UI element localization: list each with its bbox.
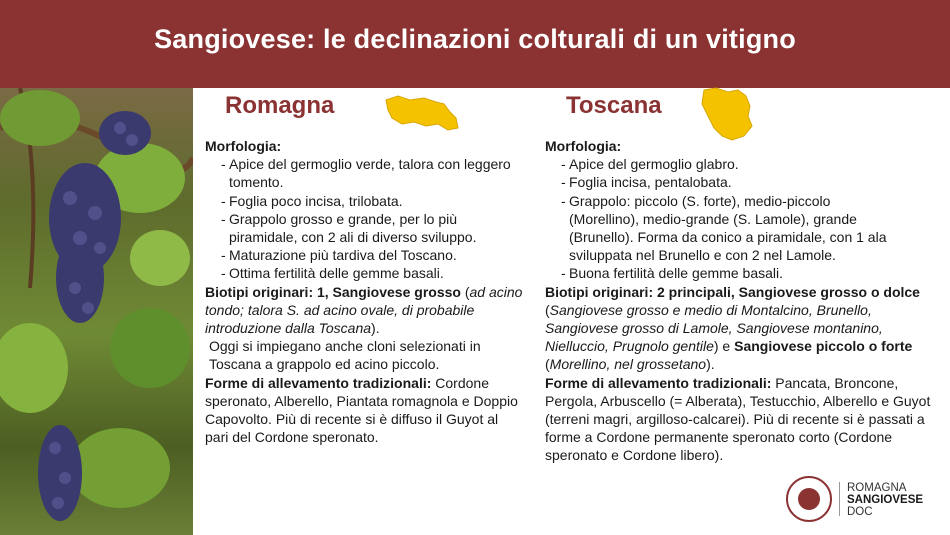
- paren: ).: [371, 320, 380, 337]
- list-item: - Grappolo: piccolo (S. forte), medio-piccolo (Morellino), medio-grande (S. Lamole), grande (Brunello). Forma da conico a piramidale, con 1 ala sviluppata nel Brunello e con 2 nel Lamole.: [545, 192, 933, 265]
- consorzio-seal-icon: [786, 476, 832, 522]
- romagna-forme-text: Cordone speronato, Alberello, Piantata romagnola e Doppio Capovolto. Più di recente si è diffuso il Guyot al pari del Cordone speronato.: [205, 374, 518, 446]
- emilia-romagna-map-icon: [384, 92, 460, 132]
- connector: ) e: [713, 338, 735, 355]
- list-item: - Maturazione più tardiva del Toscano.: [205, 246, 523, 264]
- toscana-biotipi-note-2: Morellino, nel grossetano: [549, 356, 707, 373]
- list-item: - Buona fertilità delle gemme basali.: [545, 264, 933, 282]
- grapes-photo: [0, 88, 193, 535]
- consorzio-logo: [786, 476, 938, 524]
- logo-line-3: DOC: [847, 506, 873, 518]
- toscana-forme-head: Forme di allevamento tradizionali:: [545, 374, 772, 391]
- romagna-cloni: Oggi si impiegano anche cloni selezionati in Toscana a grappolo ed acino piccolo.: [209, 338, 481, 373]
- paren: ).: [706, 356, 715, 373]
- toscana-biotipi-head: Biotipi originari: 2 principali, Sangiovese grosso o dolce: [545, 283, 920, 300]
- toscana-morfologia-head: Morfologia:: [545, 138, 622, 154]
- grapes-illustration: [0, 88, 193, 535]
- title-bar: [0, 0, 950, 88]
- romagna-forme-head: Forme di allevamento tradizionali:: [205, 374, 432, 391]
- romagna-biotipi-note: ad acino tondo; talora S. ad acino ovale, di probabile introduzione dalla Toscana: [205, 283, 523, 337]
- romagna-forme: [205, 374, 523, 447]
- toscana-biotipi-note: Sangiovese grosso e medio di Montalcino, Brunello, Sangiovese grosso di Lamole, Sangiovese montanino, Nielluccio, Prugnolo gentile: [545, 301, 883, 355]
- romagna-biotipi-head: Biotipi originari: 1, Sangiovese grosso: [205, 283, 461, 300]
- romagna-biotipi: [205, 283, 523, 338]
- toscana-heading: Toscana: [566, 92, 662, 119]
- list-item: - Grappolo grosso e grande, per lo più piramidale, con 2 ali di diverso sviluppo.: [205, 210, 523, 246]
- list-item: - Apice del germoglio glabro.: [545, 155, 933, 173]
- logo-line-1: ROMAGNA: [847, 482, 907, 494]
- toscana-biotipi: [545, 283, 933, 374]
- toscana-forme: [545, 374, 933, 465]
- romagna-morfologia-head: Morfologia:: [205, 138, 282, 154]
- toscana-forme-text: Pancata, Broncone, Pergola, Arbuscello (= Alberata), Testucchio, Alberello e Guyot (terreni magri, argilloso-calcarei). Più di recente si è passati a forme a Cordone permanente speronato corto (Cordone speronato e Cordone libero).: [545, 374, 931, 464]
- paren: (: [545, 301, 550, 318]
- paren: (: [460, 283, 470, 300]
- list-item: - Foglia incisa, pentalobata.: [545, 173, 933, 191]
- paren: (: [545, 356, 550, 373]
- logo-divider: [839, 482, 840, 516]
- logo-line-2: SANGIOVESE: [847, 494, 924, 506]
- toscana-biotipi-second: Sangiovese piccolo o forte: [734, 338, 913, 355]
- page-title: Sangiovese: le declinazioni colturali di un vitigno: [154, 24, 796, 54]
- romagna-heading: Romagna: [225, 92, 335, 119]
- list-item: - Foglia poco incisa, trilobata.: [205, 192, 523, 210]
- romagna-column: [205, 137, 523, 446]
- list-item: - Apice del germoglio verde, talora con leggero tomento.: [205, 155, 523, 191]
- toscana-column: [545, 137, 933, 465]
- list-item: - Ottima fertilità delle gemme basali.: [205, 264, 523, 282]
- toscana-map-icon: [698, 86, 754, 142]
